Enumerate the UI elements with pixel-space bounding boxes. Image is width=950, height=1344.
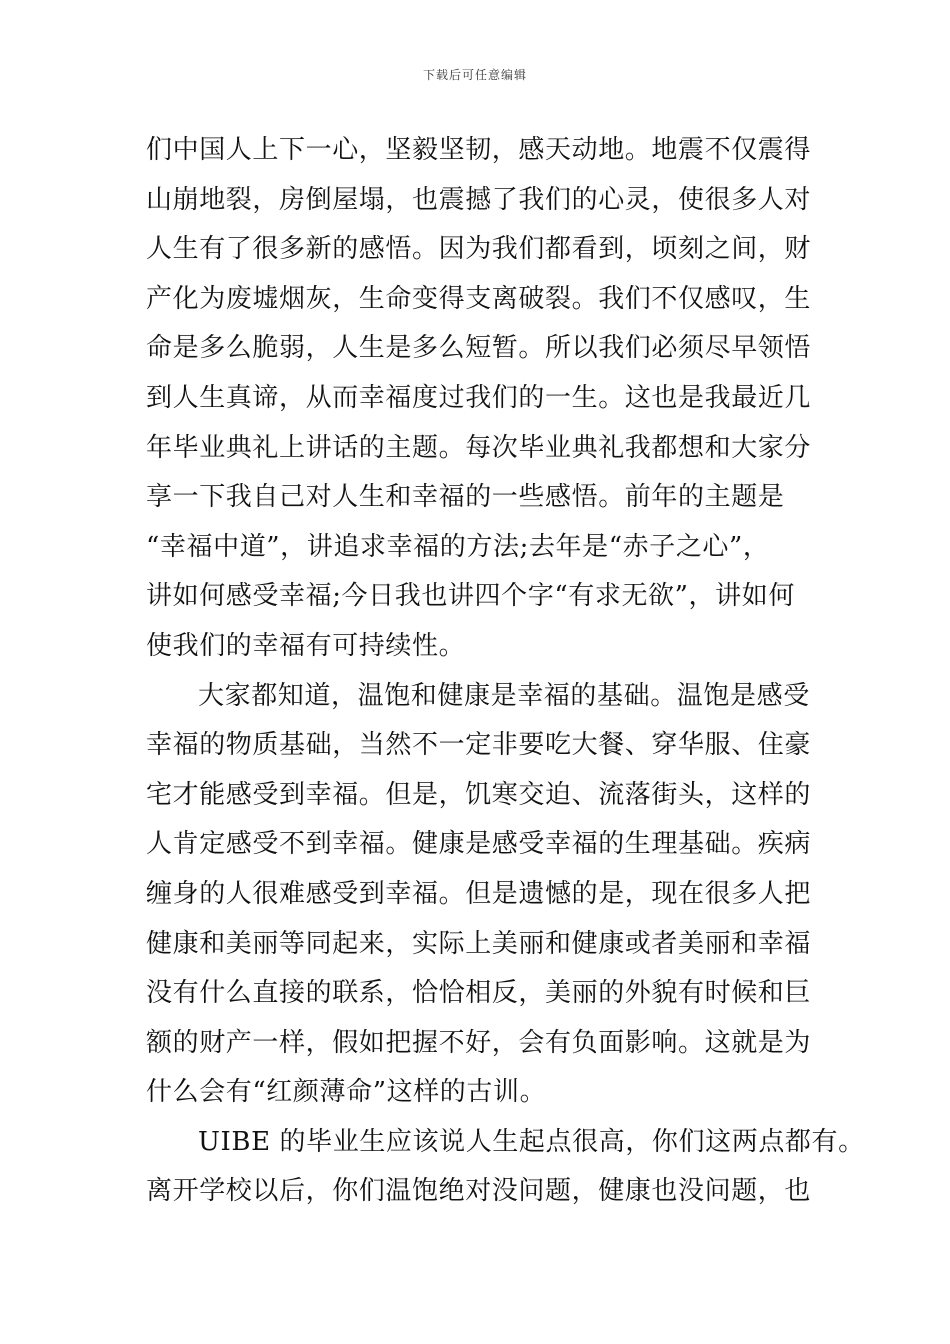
text-line: 享一下我自己对人生和幸福的一些感悟。前年的主题是 bbox=[146, 482, 785, 513]
page-header: 下载后可任意编辑 bbox=[422, 68, 527, 82]
text-line: 年毕业典礼上讲话的主题。每次毕业典礼我都想和大家分 bbox=[146, 432, 812, 463]
text-line: 讲如何感受幸福;今日我也讲四个字“有求无欲”，讲如何 bbox=[146, 581, 795, 612]
text-line: 人肯定感受不到幸福。健康是感受幸福的生理基础。疾病 bbox=[146, 829, 812, 860]
text-line: 幸福的物质基础，当然不一定非要吃大餐、穿华服、住豪 bbox=[146, 730, 812, 761]
paragraph-start-line: UIBE 的毕业生应该说人生起点很高，你们这两点都有。 bbox=[198, 1126, 865, 1157]
text-line: 宅才能感受到幸福。但是，饥寒交迫、流落街头，这样的 bbox=[146, 779, 812, 810]
text-line: 到人生真谛，从而幸福度过我们的一生。这也是我最近几 bbox=[146, 382, 812, 413]
text-line: 离开学校以后，你们温饱绝对没问题，健康也没问题，也 bbox=[146, 1176, 812, 1207]
text-line: 使我们的幸福有可持续性。 bbox=[146, 630, 466, 661]
text-line: “幸福中道”，讲追求幸福的方法;去年是“赤子之心”， bbox=[146, 531, 770, 562]
text-line: 命是多么脆弱，人生是多么短暂。所以我们必须尽早领悟 bbox=[146, 333, 812, 364]
paragraph-start-line: 大家都知道，温饱和健康是幸福的基础。温饱是感受 bbox=[198, 680, 810, 711]
text-line: 额的财产一样，假如把握不好，会有负面影响。这就是为 bbox=[146, 1027, 812, 1058]
text-line: 没有什么直接的联系，恰恰相反，美丽的外貌有时候和巨 bbox=[146, 978, 812, 1009]
text-line: 们中国人上下一心，坚毅坚韧，感天动地。地震不仅震得 bbox=[146, 135, 812, 165]
text-line: 健康和美丽等同起来，实际上美丽和健康或者美丽和幸福 bbox=[146, 928, 812, 959]
text-line: 什么会有“红颜薄命”这样的古训。 bbox=[146, 1077, 547, 1108]
text-line: 山崩地裂，房倒屋塌，也震撼了我们的心灵，使很多人对 bbox=[146, 184, 812, 215]
text-line: 人生有了很多新的感悟。因为我们都看到，顷刻之间，财 bbox=[146, 234, 812, 265]
body-text bbox=[146, 126, 865, 1217]
text-line: 产化为废墟烟灰，生命变得支离破裂。我们不仅感叹，生 bbox=[146, 283, 812, 314]
text-line: 缠身的人很难感受到幸福。但是遗憾的是，现在很多人把 bbox=[146, 878, 812, 909]
